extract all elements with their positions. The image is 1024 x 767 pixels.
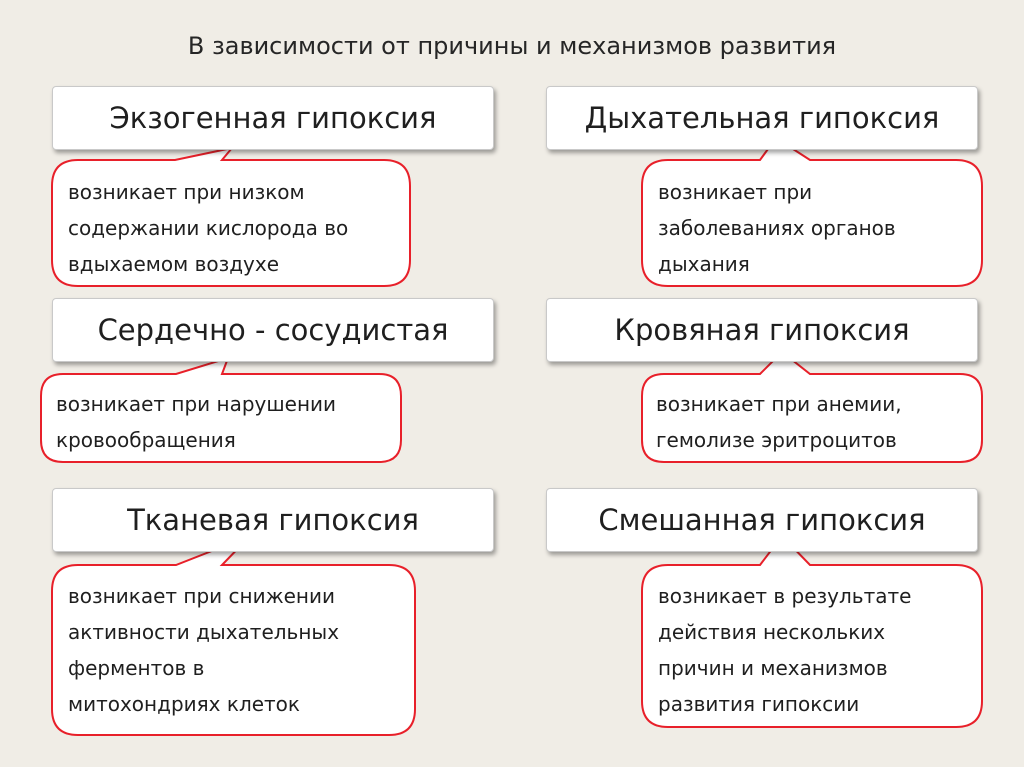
callout-respiratory: возникает при заболеваниях органов дыхания <box>658 180 896 276</box>
slide-title: В зависимости от причины и механизмов развития <box>187 32 837 60</box>
heading-exogenous-label: Экзогенная гипоксия <box>109 101 437 135</box>
heading-respiratory-label: Дыхательная гипоксия <box>584 101 940 135</box>
heading-respiratory <box>546 86 978 150</box>
callout-cardiovascular: возникает при нарушении кровообращения <box>56 392 337 452</box>
heading-tissue <box>52 488 494 552</box>
heading-cardiovascular <box>52 298 494 362</box>
callout-mixed: возникает в результате действия нескольких причин и механизмов развития гипоксии <box>658 584 912 716</box>
heading-blood <box>546 298 978 362</box>
heading-cardiovascular-label: Сердечно - сосудистая <box>97 313 449 347</box>
heading-tissue-label: Тканевая гипоксия <box>127 503 419 537</box>
heading-mixed <box>546 488 978 552</box>
callout-blood: возникает при анемии, гемолизе эритроцитов <box>656 392 902 452</box>
heading-blood-label: Кровяная гипоксия <box>614 313 910 347</box>
callout-tissue: возникает при снижении активности дыхательных ферментов в митохондриях клеток <box>68 584 340 716</box>
heading-mixed-label: Смешанная гипоксия <box>598 503 926 537</box>
heading-exogenous <box>52 86 494 150</box>
callout-exogenous: возникает при низком содержании кислорода во вдыхаемом воздухе <box>68 180 349 276</box>
